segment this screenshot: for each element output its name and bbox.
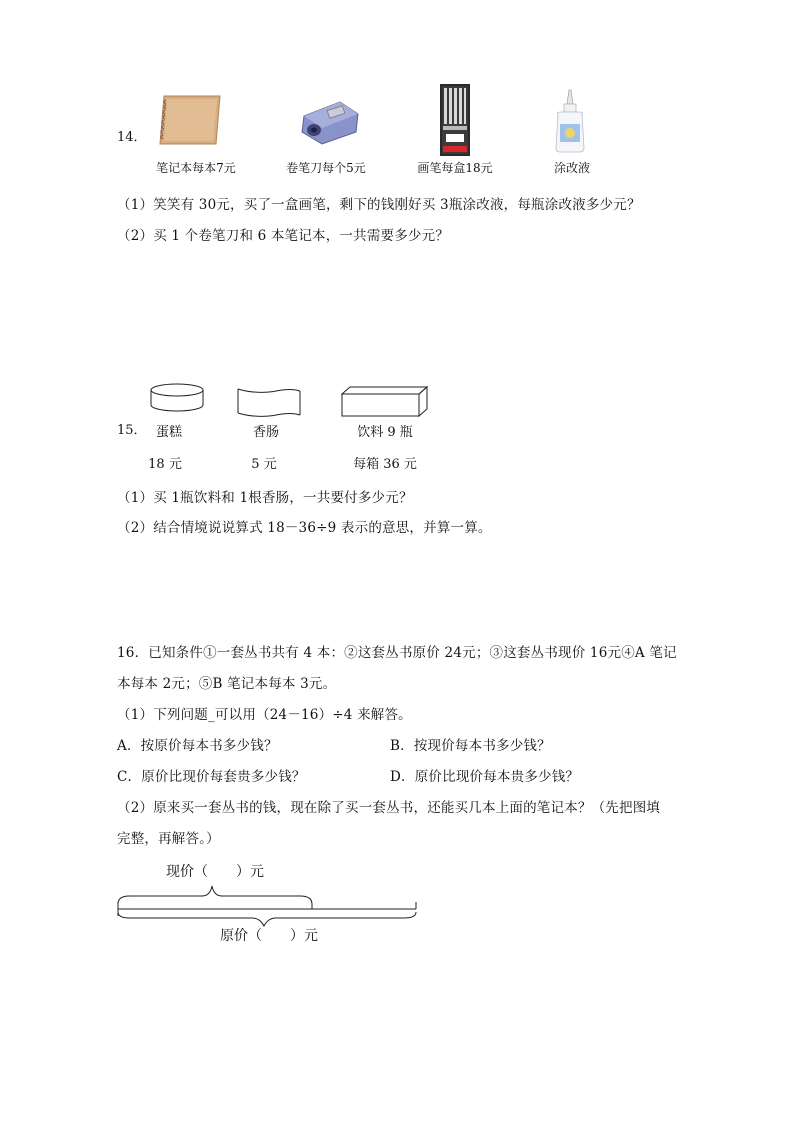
segment-diagram <box>110 876 430 926</box>
q14-subquestion-1: （1）笑笑有 30元，买了一盒画笔，剩下的钱刚好买 3瓶涂改液，每瓶涂改液多少元？ <box>117 197 641 213</box>
drink-name: 饮料 9 瓶 <box>357 425 413 440</box>
q16-subquestion-2-line-2: 完整，再解答。） <box>117 831 220 847</box>
correction-fluid-icon <box>552 90 588 154</box>
sausage-name: 香肠 <box>252 425 279 440</box>
q16-condition-line-1: 16．已知条件①一套丛书共有 4 本：②这套丛书原价 24元；③这套丛书现价 16元④A 笔记 <box>117 645 677 661</box>
q16-option-a: A．按原价每本书多少钱？ <box>117 738 278 754</box>
sausage-icon <box>236 387 302 419</box>
q16-option-d: D．原价比现价每本贵多少钱？ <box>390 769 580 785</box>
drink-price: 每箱 36 元 <box>353 457 417 472</box>
current-price-label: 现价（ ）元 <box>166 864 264 880</box>
q16-subquestion-2-line-1: （2）原来买一套丛书的钱，现在除了买一套丛书，还能买几本上面的笔记本？（先把图填 <box>117 800 661 816</box>
cake-name: 蛋糕 <box>155 425 182 440</box>
notebook-icon <box>158 94 222 146</box>
original-price-label: 原价（ ）元 <box>220 928 318 944</box>
q16-subquestion-1: （1）下列问题_可以用（24－16）÷4 来解答。 <box>117 707 412 723</box>
pen-box-icon <box>440 84 470 156</box>
notebook-caption: 笔记本每本7元 <box>156 161 236 175</box>
q16-condition-line-2: 本每本 2元；⑤B 笔记本每本 3元。 <box>117 676 337 692</box>
sharpener-caption: 卷笔刀每个5元 <box>286 161 366 175</box>
cake-price: 18 元 <box>148 457 182 472</box>
correction-fluid-caption: 涂改液 <box>553 161 590 175</box>
pen-box-caption: 画笔每盒18元 <box>417 161 493 175</box>
sausage-price: 5 元 <box>251 457 277 472</box>
q15-number: 15． <box>117 423 147 438</box>
pencil-sharpener-icon <box>300 98 360 146</box>
q14-subquestion-2: （2）买 1 个卷笔刀和 6 本笔记本，一共需要多少元？ <box>117 228 450 244</box>
q14-number: 14． <box>117 130 147 145</box>
drink-box-icon <box>341 386 429 418</box>
cake-icon <box>150 383 204 413</box>
q16-option-c: C．原价比现价每套贵多少钱？ <box>117 769 306 785</box>
q16-option-b: B．按现价每本书多少钱？ <box>390 738 551 754</box>
q15-subquestion-2: （2）结合情境说说算式 18－36÷9 表示的意思，并算一算。 <box>117 520 492 536</box>
q15-subquestion-1: （1）买 1瓶饮料和 1根香肠，一共要付多少元？ <box>117 490 413 506</box>
